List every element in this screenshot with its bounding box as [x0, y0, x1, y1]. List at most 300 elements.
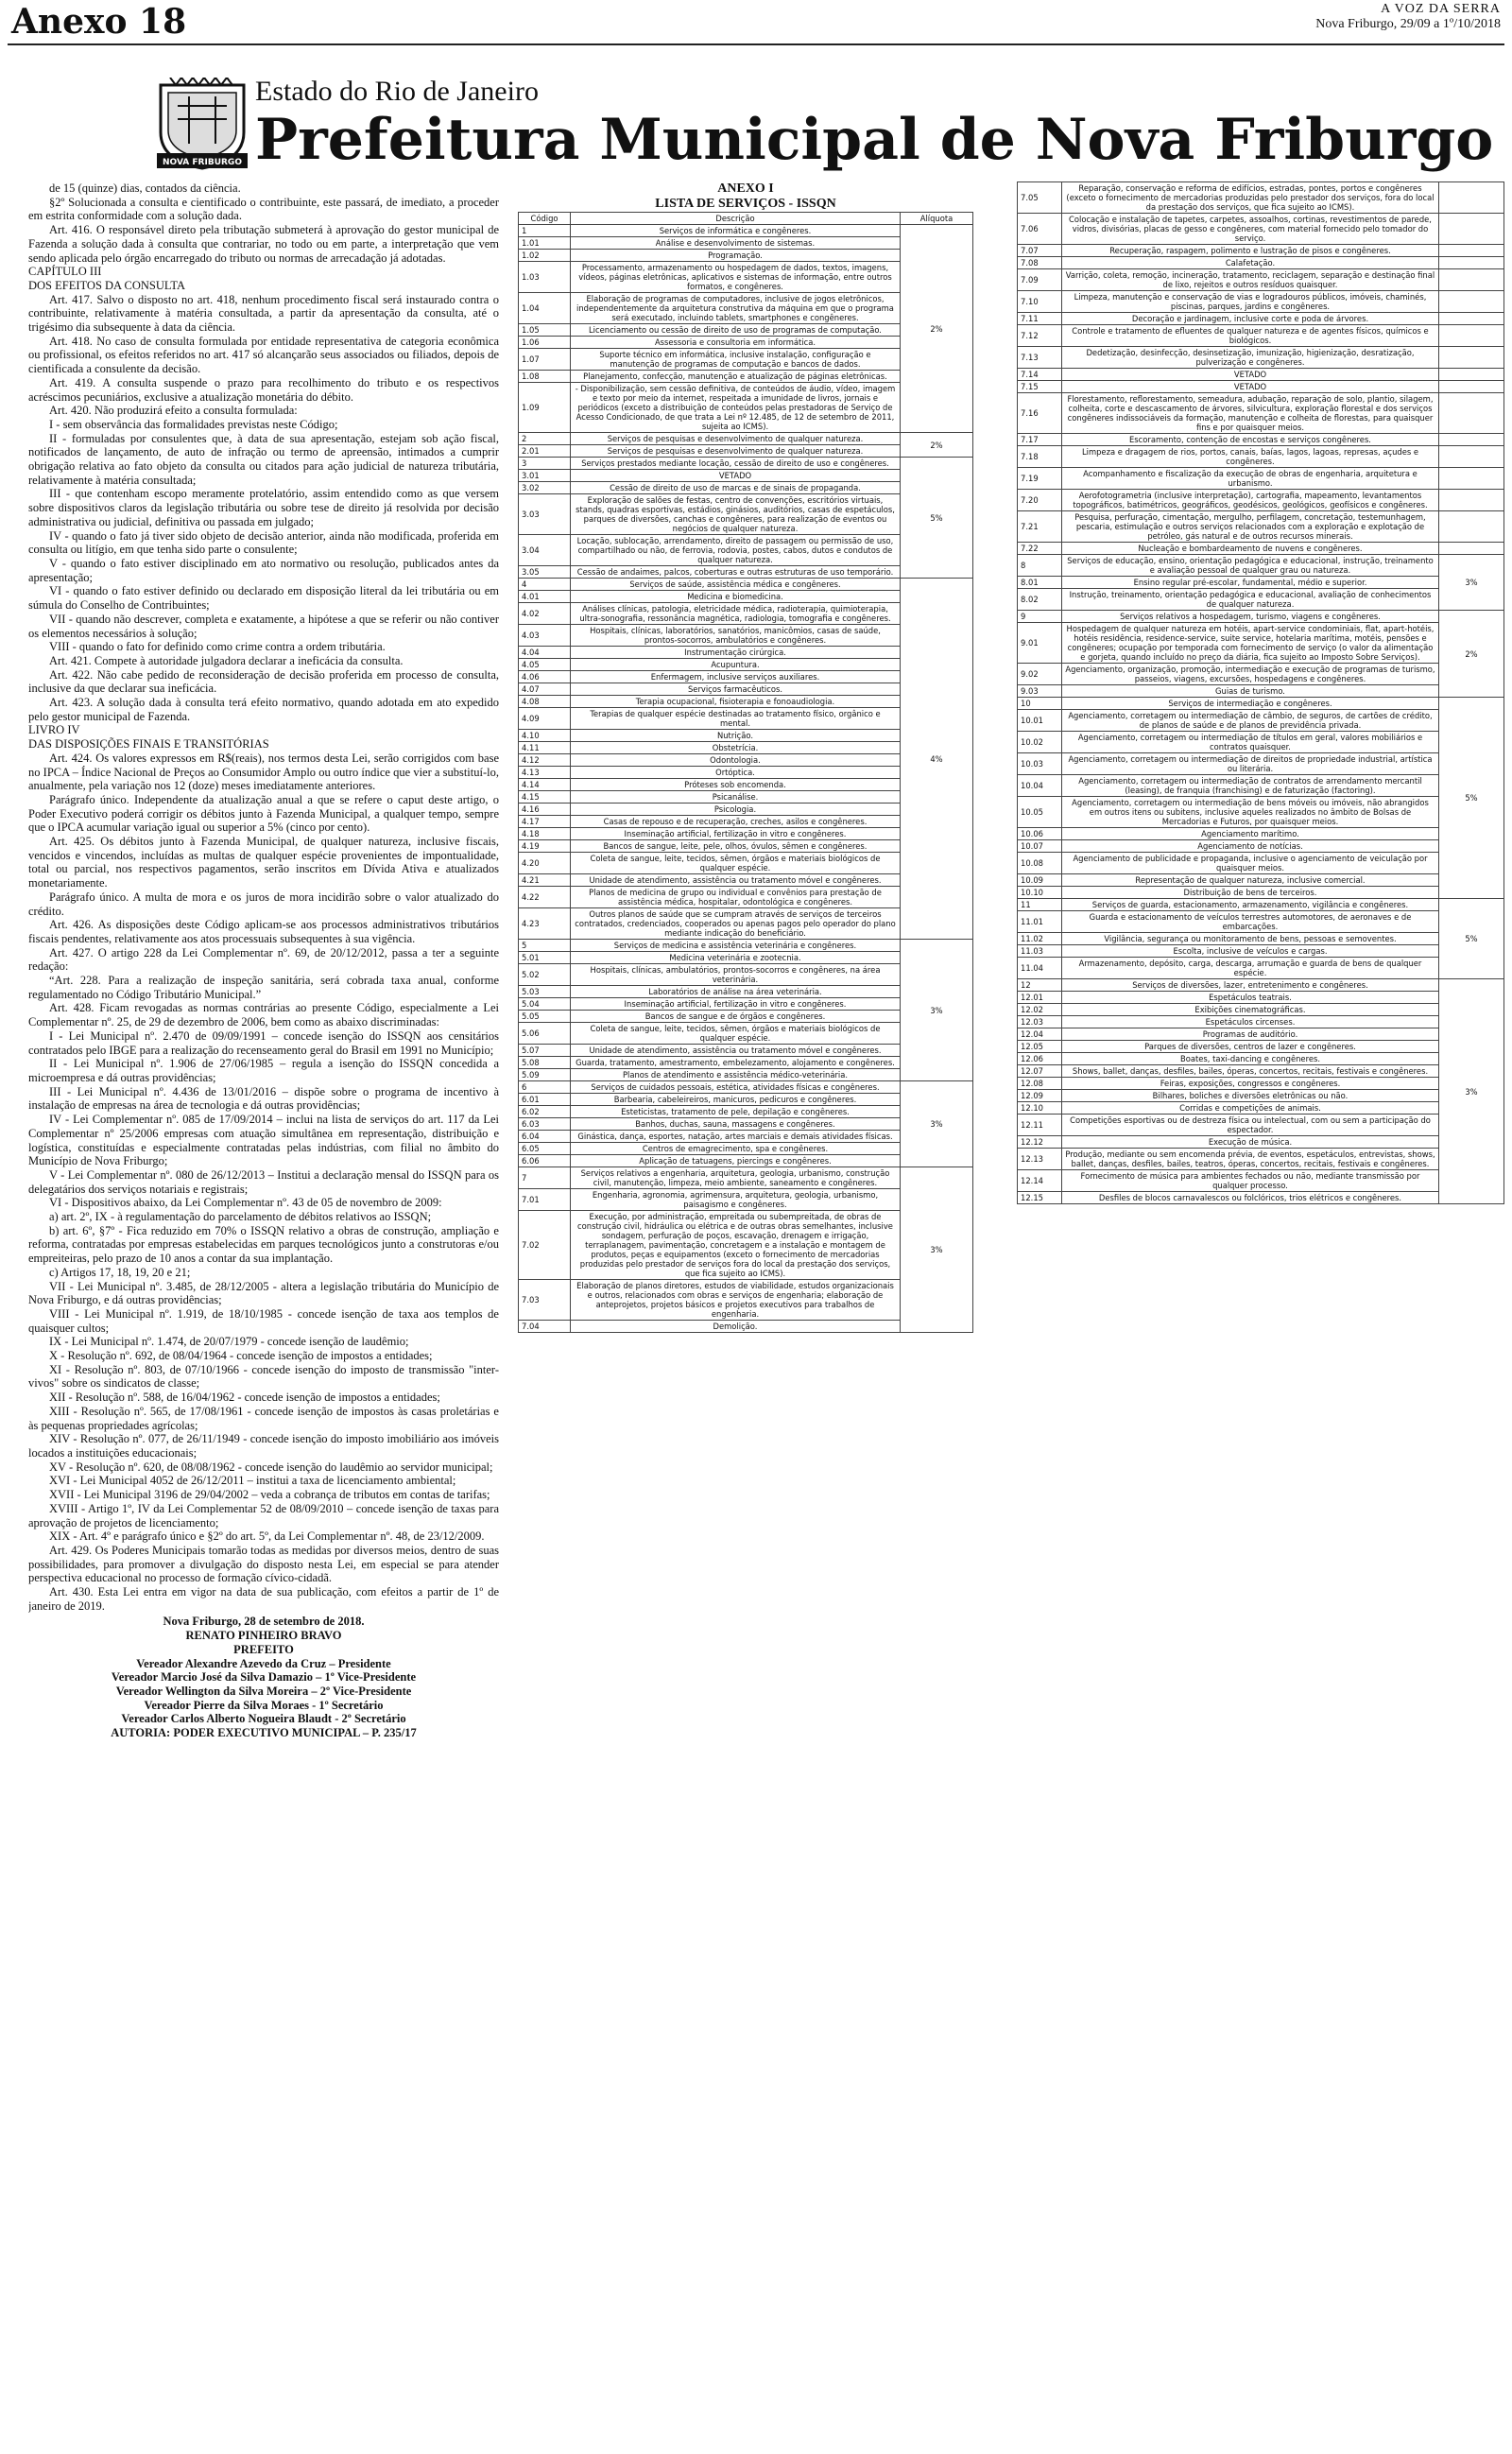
service-description: Agenciamento de notícias.	[1062, 840, 1439, 853]
law-paragraph: Art. 430. Esta Lei entra em vigor na data de sua publicação, com efeitos a partir de 1º de janeiro de 2019.	[28, 1585, 499, 1613]
councillor-signature: Vereador Pierre da Silva Moraes - 1º Secretário	[144, 1698, 384, 1712]
service-rate	[1439, 490, 1504, 511]
law-paragraph: Art. 423. A solução dada à consulta terá efeito normativo, quando adotada em ato expedido pelo gestor municipal de Fazenda.	[28, 696, 499, 723]
mayor-title: PREFEITO	[233, 1642, 294, 1656]
service-description: Unidade de atendimento, assistência ou tratamento móvel e congêneres.	[571, 1045, 901, 1057]
service-description: Bancos de sangue, leite, pele, olhos, óvulos, sêmen e congêneres.	[571, 840, 901, 853]
service-description: Exploração de salões de festas, centro de convenções, escritórios virtuais, stands, quadras esportivas, estádios, ginásios, auditórios, casas de espetáculos, parques de diversões, canchas e congêneres, para realização de eventos ou negócios de qualquer natureza.	[571, 494, 901, 535]
service-code: 4.05	[519, 659, 571, 671]
service-description: Planos de medicina de grupo ou individual e convênios para prestação de assistência médica, hospitalar, odontológica e congêneres.	[571, 887, 901, 908]
service-description: Instrumentação cirúrgica.	[571, 647, 901, 659]
service-code: 4.23	[519, 908, 571, 940]
law-paragraph: c) Artigos 17, 18, 19, 20 e 21;	[49, 1265, 191, 1279]
service-code: 12.03	[1018, 1016, 1062, 1028]
law-paragraph: Art. 425. Os débitos junto à Fazenda Municipal, de qualquer natureza, inclusive fiscais, vencidos e vincendos, incluídas as multas de qualquer espécie provenientes de impontualidade, total ou parcial, nos respectivos pagamentos, serão inscritos em Dívida Ativa e atualizados monetariamente.	[28, 835, 499, 890]
service-description: Outros planos de saúde que se cumpram através de serviços de terceiros contratados, credenciados, cooperados ou apenas pagos pelo operador do plano mediante indicação do beneficiário.	[571, 908, 901, 940]
service-code: 9.03	[1018, 685, 1062, 698]
service-description: Fornecimento de música para ambientes fechados ou não, mediante transmissão por qualquer processo.	[1062, 1170, 1439, 1192]
service-code: 7.11	[1018, 313, 1062, 325]
service-description: Limpeza, manutenção e conservação de vias e logradouros públicos, imóveis, chaminés, piscinas, parques, jardins e congêneres.	[1062, 291, 1439, 313]
service-description: Casas de repouso e de recuperação, creches, asilos e congêneres.	[571, 816, 901, 828]
service-code: 12.02	[1018, 1004, 1062, 1016]
service-code: 7.01	[519, 1189, 571, 1211]
service-description: Obstetrícia.	[571, 742, 901, 754]
table-row	[1018, 732, 1504, 753]
service-description: Pesquisa, perfuração, cimentação, mergulho, perfilagem, concretação, testemunhagem, pescaria, estimulação e outros serviços relacionados com a exploração e explotação de petróleo, gás natural e de outros recursos minerais.	[1062, 511, 1439, 543]
newspaper-name: A VOZ DA SERRA	[1381, 2, 1501, 16]
service-description: Aerofotogrametria (inclusive interpretação), cartografia, mapeamento, levantamentos topográficos, batimétricos, geográficos, geodésicos, geológicos, geofísicos e congêneres.	[1062, 490, 1439, 511]
table-row	[1018, 899, 1504, 911]
service-code: 7.12	[1018, 325, 1062, 347]
table-row	[1018, 685, 1504, 698]
service-rate	[1439, 313, 1504, 325]
law-paragraph: IV - Lei Complementar nº. 085 de 17/09/2014 – inclui na lista de serviços do art. 117 da Lei Complementar nº 25/2006 empresas com atuação simultânea em representação, distribuição e logística, constituídas e especialmente contratadas pelas indústrias, com filial no âmbito do Município de Nova Friburgo;	[28, 1113, 499, 1168]
service-description: Armazenamento, depósito, carga, descarga, arrumação e guarda de bens de qualquer espécie.	[1062, 958, 1439, 979]
service-description: Elaboração de programas de computadores, inclusive de jogos eletrônicos, independentemente da arquitetura construtiva da máquina em que o programa será executado, incluindo tablets, smartphones e congêneres.	[571, 293, 901, 324]
table-row	[1018, 393, 1504, 434]
table-row	[1018, 1149, 1504, 1170]
service-description: Programas de auditório.	[1062, 1028, 1439, 1041]
law-paragraph: XVIII - Artigo 1º, IV da Lei Complementar 52 de 08/09/2010 – concede isenção de taxas para aprovação de projetos de licenciamento;	[28, 1501, 499, 1529]
service-description: Agenciamento, corretagem ou intermediação de bens móveis ou imóveis, não abrangidos em outros itens ou subitens, inclusive aqueles realizados no âmbito de Bolsas de Mercadorias e Futuros, por quaisquer meios.	[1062, 797, 1439, 828]
service-description: Odontologia.	[571, 754, 901, 767]
edition-date: Nova Friburgo, 29/09 a 1º/10/2018	[1315, 17, 1501, 31]
table-row	[519, 433, 973, 445]
service-rate	[1439, 511, 1504, 543]
law-paragraph: Art. 421. Compete à autoridade julgadora declarar a ineficácia da consulta.	[49, 653, 404, 667]
service-code: 3.05	[519, 566, 571, 579]
state-name: Estado do Rio de Janeiro	[255, 76, 539, 107]
table-row	[1018, 511, 1504, 543]
service-description: Bancos de sangue e de órgãos e congêneres.	[571, 1011, 901, 1023]
law-paragraph: a) art. 2º, IX - à regulamentação do parcelamento de débitos relativos ao ISSQN;	[49, 1210, 432, 1224]
service-description: Escoramento, contenção de encostas e serviços congêneres.	[1062, 434, 1439, 446]
service-code: 8.02	[1018, 589, 1062, 611]
service-description: Suporte técnico em informática, inclusive instalação, configuração e manutenção de programas de computação e bancos de dados.	[571, 349, 901, 371]
masthead	[255, 76, 1494, 173]
col-code-header: Código	[519, 213, 571, 225]
service-code: 11.03	[1018, 945, 1062, 958]
service-code: 12.05	[1018, 1041, 1062, 1053]
service-description: Limpeza e dragagem de rios, portos, canais, baías, lagos, lagoas, represas, açudes e congêneres.	[1062, 446, 1439, 468]
service-description: VETADO	[1062, 369, 1439, 381]
service-description: Dedetização, desinfecção, desinsetização, imunização, higienização, desratização, pulverização e congêneres.	[1062, 347, 1439, 369]
service-code: 12.12	[1018, 1136, 1062, 1149]
service-code: 1.08	[519, 371, 571, 383]
table-row	[1018, 611, 1504, 623]
law-paragraph: I - sem observância das formalidades previstas neste Código;	[49, 417, 338, 431]
law-paragraph: Art. 424. Os valores expressos em R$(reais), nos termos desta Lei, serão corrigidos com base no IPCA – Índice Nacional de Preços ao Consumidor Amplo ou outro índice que vier a substituí-lo, anualmente, pela variação nos 12 (doze) meses imediatamente anteriores.	[28, 751, 499, 793]
service-code: 12.04	[1018, 1028, 1062, 1041]
table-row	[1018, 269, 1504, 291]
service-rate: 5%	[1439, 899, 1504, 979]
law-paragraph: VII - Lei Municipal nº. 3.485, de 28/12/2005 - altera a legislação tributária do Município de Nova Friburgo, e dá outras providências;	[28, 1279, 499, 1307]
table-row	[1018, 369, 1504, 381]
service-description: Guarda, tratamento, amestramento, embelezamento, alojamento e congêneres.	[571, 1057, 901, 1069]
service-code: 7.18	[1018, 446, 1062, 468]
law-paragraph: IV - quando o fato já tiver sido objeto de decisão anterior, ainda não modificada, proferida em consulta ou litígio, em que tenha sido parte o consulente;	[28, 528, 499, 557]
law-paragraph: VI - Dispositivos abaixo, da Lei Complementar nº. 43 de 05 de novembro de 2009:	[49, 1196, 442, 1210]
service-description: Serviços de pesquisas e desenvolvimento de qualquer natureza.	[571, 433, 901, 445]
service-code: 1.02	[519, 250, 571, 262]
table-row	[1018, 1004, 1504, 1016]
service-code: 4.20	[519, 853, 571, 874]
table-row	[1018, 1115, 1504, 1136]
service-description: Agenciamento, organização, promoção, intermediação e execução de programas de turismo, passeios, viagens, excursões, hospedagens e congêneres.	[1062, 664, 1439, 685]
service-code: 7.21	[1018, 511, 1062, 543]
city-crest-icon	[151, 78, 253, 172]
service-code: 11	[1018, 899, 1062, 911]
service-code: 4.13	[519, 767, 571, 779]
service-description: Medicina e biomedicina.	[571, 591, 901, 603]
service-description: Nucleação e bombardeamento de nuvens e congêneres.	[1062, 543, 1439, 555]
service-code: 10.10	[1018, 887, 1062, 899]
service-description: Distribuição de bens de terceiros.	[1062, 887, 1439, 899]
service-code: 4.07	[519, 683, 571, 696]
service-code: 4.16	[519, 804, 571, 816]
table-row	[1018, 543, 1504, 555]
service-description: Coleta de sangue, leite, tecidos, sêmen, órgãos e materiais biológicos de qualquer espécie.	[571, 853, 901, 874]
law-paragraph: XVI - Lei Municipal 4052 de 26/12/2011 – institui a taxa de licenciamento ambiental;	[49, 1474, 456, 1488]
service-code: 5.03	[519, 986, 571, 998]
table-row	[1018, 325, 1504, 347]
service-description: Serviços de medicina e assistência veterinária e congêneres.	[571, 940, 901, 952]
law-paragraph: XV - Resolução nº. 620, de 08/08/1962 - concede isenção do laudêmio ao servidor municipal;	[49, 1460, 493, 1474]
table-row	[1018, 945, 1504, 958]
law-paragraph: VII - quando não descrever, completa e exatamente, a hipótese a que se referir ou não contiver os elementos necessários à solução;	[28, 612, 499, 640]
law-paragraph: XVII - Lei Municipal 3196 de 29/04/2002 – veda a cobrança de tributos em contas de tarifas;	[49, 1488, 490, 1502]
services-table-continued	[1017, 181, 1504, 1204]
service-code: 12.08	[1018, 1078, 1062, 1090]
city-hall-title: Prefeitura Municipal de Nova Friburgo	[255, 107, 1494, 173]
service-code: 7.22	[1018, 543, 1062, 555]
service-rate	[1439, 369, 1504, 381]
table-row	[1018, 958, 1504, 979]
service-code: 1.06	[519, 337, 571, 349]
service-description: Corridas e competições de animais.	[1062, 1102, 1439, 1115]
service-description: Controle e tratamento de efluentes de qualquer natureza e de agentes físicos, químicos e biológicos.	[1062, 325, 1439, 347]
service-rate	[1439, 381, 1504, 393]
law-paragraph: Parágrafo único. Independente da atualização anual a que se refere o caput deste artigo, o Poder Executivo poderá corrigir os débitos junto à Fazenda Municipal, a qualquer tempo, sempre que o IPCA acumular variação igual ou superior a 5% (cinco por cento).	[28, 792, 499, 835]
service-description: Laboratórios de análise na área veterinária.	[571, 986, 901, 998]
annex-subtitle: LISTA DE SERVIÇOS - ISSQN	[655, 197, 836, 211]
service-rate: 2%	[1439, 611, 1504, 698]
service-code: 1.03	[519, 262, 571, 293]
service-description: Programação.	[571, 250, 901, 262]
service-code: 12.13	[1018, 1149, 1062, 1170]
service-rate: 3%	[1439, 555, 1504, 611]
law-paragraph: II - Lei Municipal nº. 1.906 de 27/06/1985 – regula a isenção do ISSQN concedida a microempresa e dá outras providências;	[28, 1057, 499, 1084]
law-paragraph: III - que contenham escopo meramente protelatório, assim entendido como as que versem sobre dispositivos claros da legislação tributária ou sobre tese de direito já resolvida por decisão administrativa ou judicial, definitiva ou passada em julgado;	[28, 487, 499, 528]
service-description: Serviços de pesquisas e desenvolvimento de qualquer natureza.	[571, 445, 901, 458]
law-paragraph: Art. 417. Salvo o disposto no art. 418, nenhum procedimento fiscal será instaurado contra o contribuinte, relativamente à matéria consultada, a partir da apresentação da consulta, até o trigésimo dia subsequente à data da ciência.	[28, 292, 499, 335]
service-description: Barbearia, cabeleireiros, manicuros, pedicuros e congêneres.	[571, 1094, 901, 1106]
table-row	[1018, 797, 1504, 828]
service-rate	[1439, 393, 1504, 434]
service-description: Florestamento, reflorestamento, semeadura, adubação, reparação de solo, plantio, silagem, colheita, corte e descascamento de árvores, silvicultura, exploração florestal e dos serviços congêneres indissociáveis da formação, manutenção e colheita de florestas, para quaisquer fins e por quaisquer meios.	[1062, 393, 1439, 434]
mayor-name: RENATO PINHEIRO BRAVO	[185, 1629, 342, 1643]
service-description: Centros de emagrecimento, spa e congêneres.	[571, 1143, 901, 1155]
service-code: 10.08	[1018, 853, 1062, 874]
service-description: Feiras, exposições, congressos e congêneres.	[1062, 1078, 1439, 1090]
law-paragraph: V - Lei Complementar nº. 080 de 26/12/2013 – Institui a declaração mensal do ISSQN para os delegatários dos serviços notariais e registrais;	[28, 1167, 499, 1196]
table-row	[1018, 828, 1504, 840]
table-header-row	[519, 213, 973, 225]
service-code: 3.02	[519, 482, 571, 494]
service-code: 5.09	[519, 1069, 571, 1081]
service-code: 9	[1018, 611, 1062, 623]
service-description: Unidade de atendimento, assistência ou tratamento móvel e congêneres.	[571, 874, 901, 887]
service-code: 7.02	[519, 1211, 571, 1280]
service-rate: 3%	[1439, 979, 1504, 1204]
service-code: 4.06	[519, 671, 571, 683]
service-description: Calafetação.	[1062, 257, 1439, 269]
service-description: Engenharia, agronomia, agrimensura, arquitetura, geologia, urbanismo, paisagismo e congêneres.	[571, 1189, 901, 1211]
service-description: Análise e desenvolvimento de sistemas.	[571, 237, 901, 250]
service-rate	[1439, 214, 1504, 245]
service-code: 6	[519, 1081, 571, 1094]
page-header	[8, 0, 1504, 45]
service-code: 10.02	[1018, 732, 1062, 753]
service-description: Ensino regular pré-escolar, fundamental, médio e superior.	[1062, 577, 1439, 589]
service-description: Vigilância, segurança ou monitoramento de bens, pessoas e semoventes.	[1062, 933, 1439, 945]
service-description: Reparação, conservação e reforma de edifícios, estradas, pontes, portos e congêneres (exceto o fornecimento de mercadorias produzidas pelo prestador dos serviços, fora do local da prestação dos serviços, que fica sujeito ao ICMS).	[1062, 182, 1439, 214]
law-paragraph: Art. 429. Os Poderes Municipais tomarão todas as medidas por diversos meios, dentro de suas possibilidades, para promover a divulgação do disposto nesta Lei, em especial se para atender perspectiva educacional no processo de formação cívico-cidadã.	[28, 1543, 499, 1585]
service-description: Agenciamento, corretagem ou intermediação de direitos de propriedade industrial, artística ou literária.	[1062, 753, 1439, 775]
table-row	[1018, 911, 1504, 933]
service-code: 3	[519, 458, 571, 470]
service-code: 1.01	[519, 237, 571, 250]
service-code: 7.19	[1018, 468, 1062, 490]
service-description: Acompanhamento e fiscalização da execução de obras de engenharia, arquitetura e urbanismo.	[1062, 468, 1439, 490]
councillor-signature: Vereador Marcio José da Silva Damazio – 1º Vice-Presidente	[111, 1670, 417, 1685]
service-code: 4.19	[519, 840, 571, 853]
service-description: VETADO	[571, 470, 901, 482]
table-row	[1018, 490, 1504, 511]
service-code: 10.06	[1018, 828, 1062, 840]
service-code: 7.14	[1018, 369, 1062, 381]
service-code: 4.14	[519, 779, 571, 791]
service-code: 10.05	[1018, 797, 1062, 828]
service-code: 4.21	[519, 874, 571, 887]
service-code: 4.17	[519, 816, 571, 828]
service-code: 12.11	[1018, 1115, 1062, 1136]
service-code: 1	[519, 225, 571, 237]
service-description: Serviços de cuidados pessoais, estética, atividades físicas e congêneres.	[571, 1081, 901, 1094]
service-description: Shows, ballet, danças, desfiles, bailes, óperas, concertos, recitais, festivais e congêneres.	[1062, 1065, 1439, 1078]
service-code: 5.04	[519, 998, 571, 1011]
service-code: 6.03	[519, 1118, 571, 1131]
newspaper-info	[1315, 2, 1501, 32]
signature-date: Nova Friburgo, 28 de setembro de 2018.	[163, 1615, 365, 1629]
service-code: 6.02	[519, 1106, 571, 1118]
table-row	[1018, 381, 1504, 393]
table-row	[1018, 347, 1504, 369]
service-description: Psicanálise.	[571, 791, 901, 804]
service-code: 10.09	[1018, 874, 1062, 887]
service-code: 6.01	[519, 1094, 571, 1106]
service-code: 12.07	[1018, 1065, 1062, 1078]
law-paragraph: IX - Lei Municipal nº. 1.474, de 20/07/1979 - concede isenção de laudêmio;	[49, 1335, 409, 1349]
service-rate	[1439, 291, 1504, 313]
service-rate	[1439, 269, 1504, 291]
service-code: 5	[519, 940, 571, 952]
table-row	[1018, 1192, 1504, 1204]
service-description: Planos de atendimento e assistência médico-veterinária.	[571, 1069, 901, 1081]
law-paragraph: Art. 422. Não cabe pedido de reconsideração de decisão proferida em processo de consulta, inclusive da que declarar sua ineficácia.	[28, 667, 499, 696]
col-desc-header: Descrição	[571, 213, 901, 225]
service-description: Produção, mediante ou sem encomenda prévia, de eventos, espetáculos, entrevistas, shows, ballet, danças, desfiles, bailes, teatros, óperas, concertos, recitais, festivais e congêneres.	[1062, 1149, 1439, 1170]
service-description: Próteses sob encomenda.	[571, 779, 901, 791]
table-row	[1018, 245, 1504, 257]
table-row	[519, 225, 973, 237]
service-rate: 3%	[901, 1081, 973, 1167]
councillor-list	[28, 1657, 499, 1727]
service-code: 2.01	[519, 445, 571, 458]
service-code: 2	[519, 433, 571, 445]
service-description: Instrução, treinamento, orientação pedagógica e educacional, avaliação de conhecimentos de qualquer natureza.	[1062, 589, 1439, 611]
service-code: 1.07	[519, 349, 571, 371]
law-paragraph: Art. 426. As disposições deste Código aplicam-se aos processos administrativos tributários fiscais pendentes, relativamente aos atos processuais subsequentes à sua vigência.	[28, 918, 499, 945]
service-rate	[1439, 468, 1504, 490]
table-row	[1018, 1170, 1504, 1192]
table-row	[1018, 933, 1504, 945]
col-rate-header: Alíquota	[901, 213, 973, 225]
service-rate: 3%	[901, 1167, 973, 1333]
service-code: 4.04	[519, 647, 571, 659]
service-description: Serviços relativos a engenharia, arquitetura, geologia, urbanismo, construção civil, manutenção, limpeza, meio ambiente, saneamento e congêneres.	[571, 1167, 901, 1189]
service-code: 10	[1018, 698, 1062, 710]
service-description: Agenciamento, corretagem ou intermediação de câmbio, de seguros, de cartões de crédito, de planos de saúde e de planos de previdência privada.	[1062, 710, 1439, 732]
table-row	[1018, 589, 1504, 611]
service-code: 4.10	[519, 730, 571, 742]
law-paragraph: “Art. 228. Para a realização de inspeção sanitária, será cobrada taxa anual, conforme regulamentado no Código Tributário Municipal.”	[28, 974, 499, 1001]
service-code: 10.03	[1018, 753, 1062, 775]
table-row	[1018, 710, 1504, 732]
service-code: 7.09	[1018, 269, 1062, 291]
service-code: 1.05	[519, 324, 571, 337]
service-code: 4.12	[519, 754, 571, 767]
service-description: Varrição, coleta, remoção, incineração, tratamento, reciclagem, separação e destinação final de lixo, rejeitos e outros resíduos quaisquer.	[1062, 269, 1439, 291]
service-code: 8.01	[1018, 577, 1062, 589]
table-row	[1018, 992, 1504, 1004]
law-paragraph: DAS DISPOSIÇÕES FINAIS E TRANSITÓRIAS	[28, 737, 269, 752]
service-code: 7.17	[1018, 434, 1062, 446]
service-description: Terapia ocupacional, fisioterapia e fonoaudiologia.	[571, 696, 901, 708]
service-code: 3.04	[519, 535, 571, 566]
service-description: Aplicação de tatuagens, piercings e congêneres.	[571, 1155, 901, 1167]
councillor-signature: Vereador Wellington da Silva Moreira – 2º Vice-Presidente	[115, 1684, 412, 1698]
service-code: 10.01	[1018, 710, 1062, 732]
service-description: Serviços de intermediação e congêneres.	[1062, 698, 1439, 710]
table-row	[1018, 434, 1504, 446]
law-paragraph: XIII - Resolução nº. 565, de 17/08/1961 - concede isenção de impostos às casas proletárias e às pequenas propriedades agrícolas;	[28, 1404, 499, 1432]
law-paragraph: Art. 418. No caso de consulta formulada por entidade representativa de categoria econômica ou profissional, os efeitos referidos no art. 417 só alcançarão seus associados ou filiados, depois de cientificada a consulente da decisão.	[28, 334, 499, 376]
annex-label: Anexo 18	[11, 2, 187, 42]
law-paragraphs	[28, 181, 499, 1613]
service-description: Execução de música.	[1062, 1136, 1439, 1149]
law-paragraph: Art. 428. Ficam revogadas as normas contrárias ao presente Código, especialmente a Lei Complementar nº. 25, de 29 de dezembro de 2006, bem como as abaixo discriminadas:	[28, 1001, 499, 1029]
service-code: 4.02	[519, 603, 571, 625]
service-code: 7.13	[1018, 347, 1062, 369]
service-description: Serviços de diversões, lazer, entretenimento e congêneres.	[1062, 979, 1439, 992]
service-description: Cessão de andaimes, palcos, coberturas e outras estruturas de uso temporário.	[571, 566, 901, 579]
service-code: 11.04	[1018, 958, 1062, 979]
service-code: 4.09	[519, 708, 571, 730]
service-rate	[1439, 182, 1504, 214]
service-code: 7	[519, 1167, 571, 1189]
law-paragraph: §2º Solucionada a consulta e cientificado o contribuinte, este passará, de imediato, a proceder em estrita conformidade com a solução dada.	[28, 195, 499, 223]
service-description: Esteticistas, tratamento de pele, depilação e congêneres.	[571, 1106, 901, 1118]
table-row	[1018, 753, 1504, 775]
service-rate: 5%	[1439, 698, 1504, 899]
table-row	[1018, 1078, 1504, 1090]
service-code: 7.05	[1018, 182, 1062, 214]
law-paragraph: XIX - Art. 4º e parágrafo único e §2º do art. 5º, da Lei Complementar nº. 48, de 23/12/2009.	[49, 1529, 485, 1544]
service-description: Boates, taxi-dancing e congêneres.	[1062, 1053, 1439, 1065]
service-code: 8	[1018, 555, 1062, 577]
service-code: 7.06	[1018, 214, 1062, 245]
table-row	[1018, 446, 1504, 468]
service-rate	[1439, 543, 1504, 555]
service-description: Demolição.	[571, 1321, 901, 1333]
service-description: Parques de diversões, centros de lazer e congêneres.	[1062, 1041, 1439, 1053]
service-description: Enfermagem, inclusive serviços auxiliares.	[571, 671, 901, 683]
law-paragraph: III - Lei Municipal nº. 4.436 de 13/01/2016 – dispõe sobre o programa de incentivo à instalação de empresas na área de tecnologia e dá outras providências;	[28, 1084, 499, 1113]
service-rate: 4%	[901, 579, 973, 940]
service-description: Colocação e instalação de tapetes, carpetes, assoalhos, cortinas, revestimentos de parede, vidros, divisórias, placas de gesso e congêneres, com material fornecido pelo tomador do serviço.	[1062, 214, 1439, 245]
table-row	[1018, 214, 1504, 245]
law-paragraph: Art. 420. Não produzirá efeito a consulta formulada:	[49, 404, 298, 418]
table-row	[519, 940, 973, 952]
service-description: Serviços de educação, ensino, orientação pedagógica e educacional, instrução, treinamento e avaliação pessoal de qualquer grau ou natureza.	[1062, 555, 1439, 577]
service-code: 7.03	[519, 1280, 571, 1321]
services-table	[518, 212, 973, 1333]
table-row	[519, 1167, 973, 1189]
service-code: 9.02	[1018, 664, 1062, 685]
service-description: Desfiles de blocos carnavalescos ou folclóricos, trios elétricos e congêneres.	[1062, 1192, 1439, 1204]
service-code: 9.01	[1018, 623, 1062, 664]
table-row	[519, 579, 973, 591]
service-code: 10.07	[1018, 840, 1062, 853]
service-code: 5.01	[519, 952, 571, 964]
service-rate: 2%	[901, 225, 973, 433]
service-description: Bilhares, boliches e diversões eletrônicas ou não.	[1062, 1090, 1439, 1102]
law-paragraph: XII - Resolução nº. 588, de 16/04/1962 - concede isenção de impostos a entidades;	[49, 1391, 440, 1405]
service-description: Elaboração de planos diretores, estudos de viabilidade, estudos organizacionais e outros, relacionados com obras e serviços de engenharia; elaboração de anteprojetos, projetos básicos e projetos executivos para trabalhos de engenharia.	[571, 1280, 901, 1321]
law-paragraph: V - quando o fato estiver disciplinado em ato normativo ou resolução, publicados antes da apresentação;	[28, 556, 499, 584]
service-code: 6.05	[519, 1143, 571, 1155]
service-code: 7.20	[1018, 490, 1062, 511]
table-row	[1018, 291, 1504, 313]
table-row	[1018, 1041, 1504, 1053]
service-description: Guias de turismo.	[1062, 685, 1439, 698]
service-code: 3.03	[519, 494, 571, 535]
law-paragraph: DOS EFEITOS DA CONSULTA	[28, 278, 186, 292]
service-description: Serviços de saúde, assistência médica e congêneres.	[571, 579, 901, 591]
service-description: Execução, por administração, empreitada ou subempreitada, de obras de construção civil, hidráulica ou elétrica e de outras obras semelhantes, inclusive sondagem, perfuração de poços, escavação, drenagem e irrigação, terraplanagem, pavimentação, concretagem e a instalação e montagem de produtos, peças e equipamentos (exceto o fornecimento de mercadorias produzidas pelo prestador de serviços fora do local da prestação dos serviços, que fica sujeito ao ICMS).	[571, 1211, 901, 1280]
law-paragraph: VIII - Lei Municipal nº. 1.919, de 18/10/1985 - concede isenção de taxa aos templos de quaisquer cultos;	[28, 1306, 499, 1335]
service-code: 12	[1018, 979, 1062, 992]
service-description: Locação, sublocação, arrendamento, direito de passagem ou permissão de uso, compartilhado ou não, de ferrovia, rodovia, postes, cabos, dutos e condutos de qualquer natureza.	[571, 535, 901, 566]
service-description: Agenciamento marítimo.	[1062, 828, 1439, 840]
table-row	[1018, 874, 1504, 887]
service-description: Coleta de sangue, leite, tecidos, sêmen, órgãos e materiais biológicos de qualquer espécie.	[571, 1023, 901, 1045]
service-code: 6.04	[519, 1131, 571, 1143]
service-code: 12.15	[1018, 1192, 1062, 1204]
table-row	[1018, 1102, 1504, 1115]
service-code: 4.03	[519, 625, 571, 647]
